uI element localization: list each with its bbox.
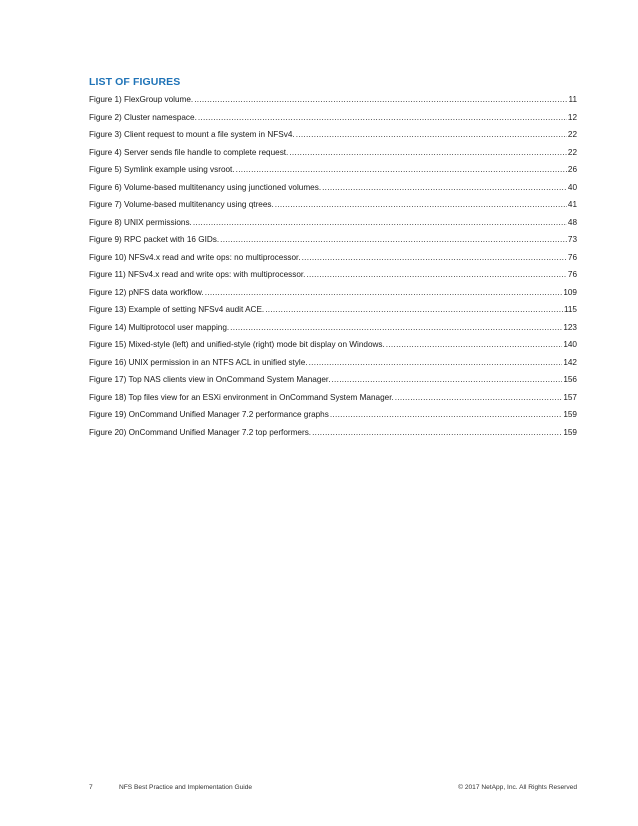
figure-page-number: 123	[563, 322, 577, 332]
figure-page-number: 48	[567, 217, 577, 227]
figure-title: Figure 2) Cluster namespace.	[89, 112, 197, 122]
figure-title: Figure 13) Example of setting NFSv4 audit ACE.	[89, 305, 265, 314]
figure-title: Figure 9) RPC packet with 16 GIDs.	[89, 235, 220, 244]
figure-title: Figure 10) NFSv4.x read and write ops: no multiprocessor.	[89, 252, 301, 262]
figure-entry[interactable]	[89, 164, 577, 182]
figure-page-number: 76	[567, 270, 577, 279]
figure-title: Figure 1) FlexGroup volume.	[89, 95, 194, 104]
figure-entry[interactable]	[89, 409, 577, 427]
figure-page-number: 22	[567, 147, 577, 157]
figure-page-number: 22	[567, 130, 577, 139]
figure-title: Figure 3) Client request to mount a file system in NFSv4.	[89, 130, 295, 139]
figure-page-number: 109	[563, 287, 577, 297]
figure-page-number: 156	[563, 375, 577, 384]
figure-title: Figure 4) Server sends file handle to complete request.	[89, 147, 289, 157]
dot-leader	[296, 129, 567, 141]
figure-page-number: 159	[563, 410, 577, 419]
figure-page-number: 26	[567, 165, 577, 174]
figure-page-number: 142	[563, 357, 577, 367]
dot-leader	[220, 234, 567, 246]
footer-page-number: 7	[89, 784, 93, 791]
figure-entry[interactable]	[89, 94, 577, 112]
dot-leader	[275, 199, 567, 211]
list-of-figures-heading: LIST OF FIGURES	[89, 76, 181, 88]
figure-entry[interactable]	[89, 357, 577, 375]
figure-title: Figure 12) pNFS data workflow.	[89, 287, 204, 297]
figure-entry[interactable]	[89, 234, 577, 252]
dot-leader	[205, 287, 563, 299]
figure-title: Figure 15) Mixed-style (left) and unified-style (right) mode bit display on Windows.	[89, 340, 385, 349]
figure-title: Figure 6) Volume-based multitenancy using junctioned volumes.	[89, 182, 322, 192]
footer-document-title: NFS Best Practice and Implementation Guide	[119, 784, 253, 791]
dot-leader	[312, 427, 562, 439]
figure-entry[interactable]	[89, 304, 577, 322]
dot-leader	[330, 409, 562, 421]
figure-entry[interactable]	[89, 427, 577, 445]
figure-entry[interactable]	[89, 217, 577, 235]
dot-leader	[265, 304, 563, 316]
dot-leader	[331, 374, 562, 386]
figure-page-number: 73	[567, 235, 577, 244]
figure-page-number: 159	[563, 427, 577, 437]
footer-copyright: © 2017 NetApp, Inc. All Rights Reserved	[458, 784, 577, 791]
figure-entry[interactable]	[89, 112, 577, 130]
figure-entry[interactable]	[89, 287, 577, 305]
dot-leader	[289, 147, 567, 159]
figure-title: Figure 17) Top NAS clients view in OnCommand System Manager.	[89, 375, 331, 384]
dot-leader	[193, 217, 567, 229]
figure-page-number: 157	[563, 392, 577, 402]
figure-title: Figure 20) OnCommand Unified Manager 7.2 top performers.	[89, 427, 312, 437]
figure-entry[interactable]	[89, 182, 577, 200]
figure-title: Figure 18) Top files view for an ESXi environment in OnCommand System Manager.	[89, 392, 394, 402]
dot-leader	[198, 112, 567, 124]
dot-leader	[236, 164, 567, 176]
dot-leader	[306, 269, 566, 281]
figures-list	[89, 94, 577, 444]
dot-leader	[309, 357, 563, 369]
figure-entry[interactable]	[89, 374, 577, 392]
figure-title: Figure 7) Volume-based multitenancy using qtrees.	[89, 200, 274, 209]
figure-entry[interactable]	[89, 392, 577, 410]
figure-title: Figure 8) UNIX permissions.	[89, 217, 192, 227]
figure-entry[interactable]	[89, 339, 577, 357]
figure-title: Figure 16) UNIX permission in an NTFS ACL in unified style.	[89, 357, 308, 367]
dot-leader	[395, 392, 563, 404]
dot-leader	[194, 94, 567, 106]
figure-title: Figure 14) Multiprotocol user mapping.	[89, 322, 230, 332]
figure-entry[interactable]	[89, 252, 577, 270]
dot-leader	[230, 322, 562, 334]
figure-title: Figure 5) Symlink example using vsroot.	[89, 165, 235, 174]
figure-title: Figure 11) NFSv4.x read and write ops: with multiprocessor.	[89, 270, 306, 279]
figure-page-number: 11	[568, 95, 577, 104]
figure-entry[interactable]	[89, 147, 577, 165]
figure-page-number: 12	[567, 112, 577, 122]
figure-page-number: 76	[567, 252, 577, 262]
dot-leader	[386, 339, 563, 351]
figure-entry[interactable]	[89, 199, 577, 217]
dot-leader	[322, 182, 567, 194]
figure-entry[interactable]	[89, 129, 577, 147]
figure-page-number: 115	[563, 305, 577, 314]
figure-entry[interactable]	[89, 269, 577, 287]
figure-title: Figure 19) OnCommand Unified Manager 7.2 performance graphs	[89, 410, 329, 419]
dot-leader	[302, 252, 567, 264]
figure-entry[interactable]	[89, 322, 577, 340]
figure-page-number: 41	[567, 200, 577, 209]
figure-page-number: 40	[567, 182, 577, 192]
figure-page-number: 140	[563, 340, 577, 349]
